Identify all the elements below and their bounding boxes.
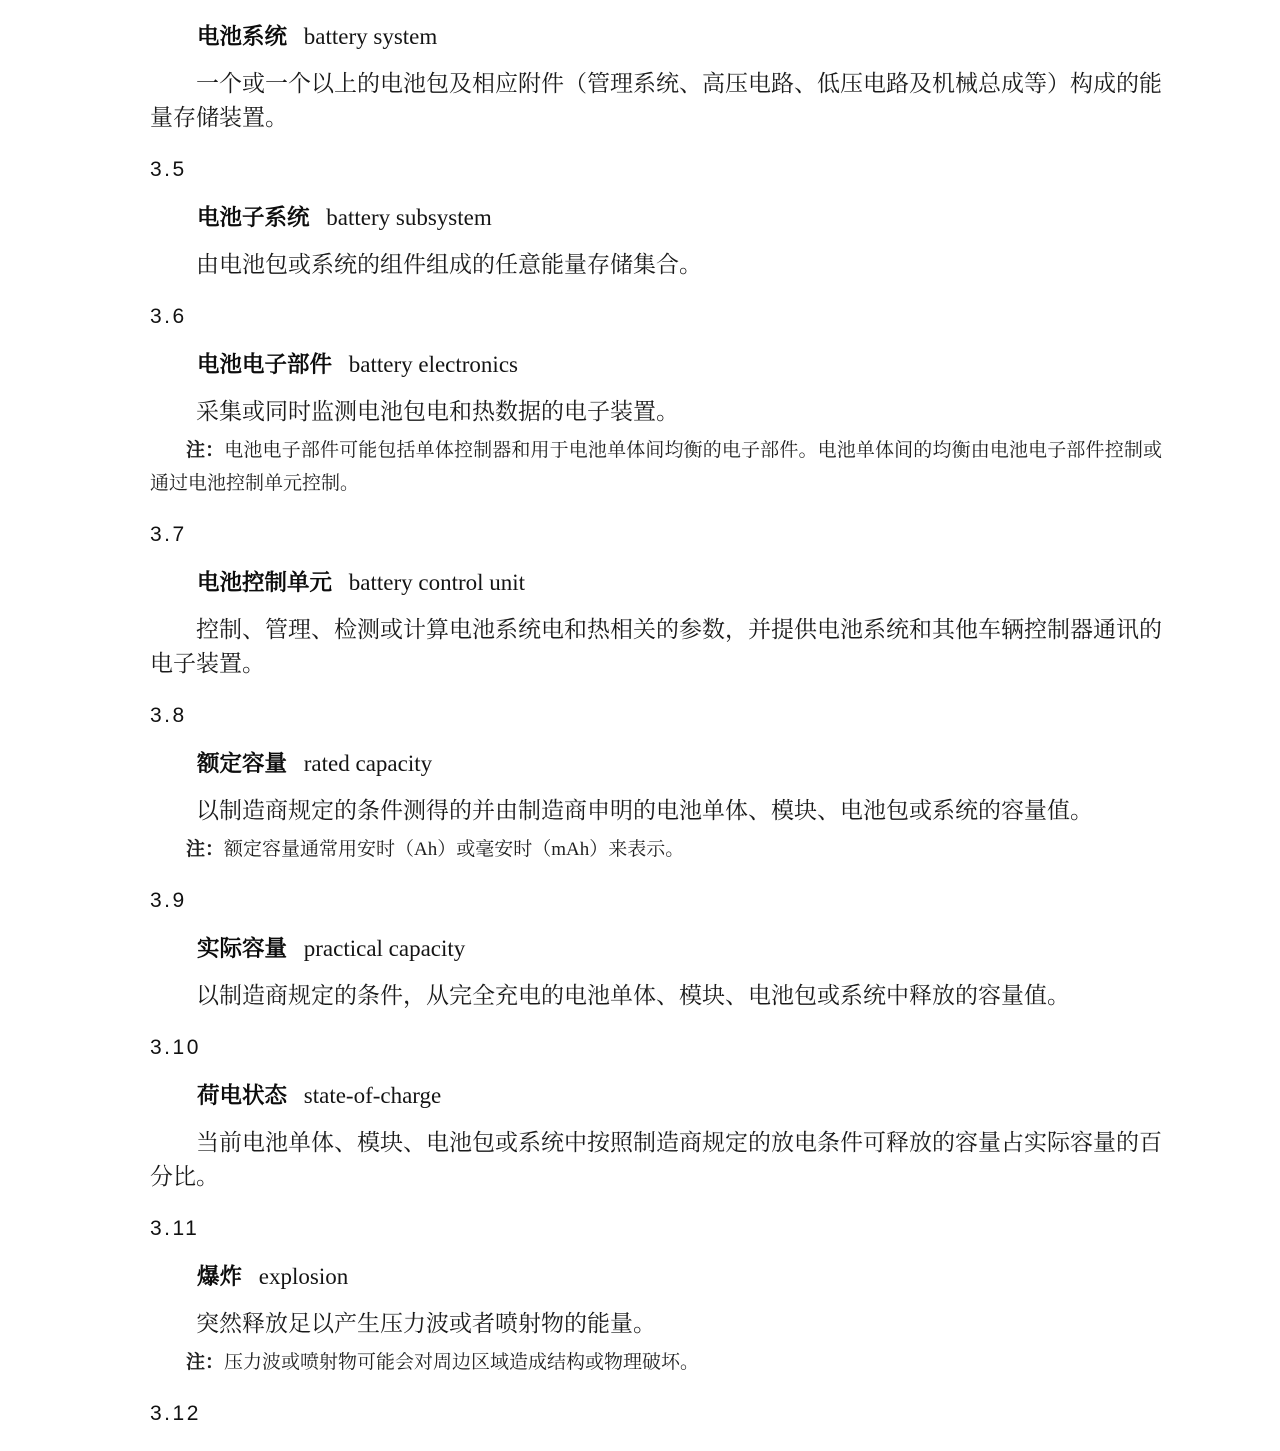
term-heading [197, 20, 1162, 54]
note-body: 电池电子部件可能包括单体控制器和用于电池单体间均衡的电子部件。电池单体间的均衡由电池电子部件控制或通过电池控制单元控制。 [150, 440, 1162, 494]
definition-text: 一个或一个以上的电池包及相应附件（管理系统、高压电路、低压电路及机械总成等）构成的能量存储装置。 [150, 71, 1162, 130]
term-section-battery-subsystem [150, 153, 1162, 282]
note-label: 注： [186, 838, 225, 860]
note-body: 额定容量通常用安时（Ah）或毫安时（mAh）来表示。 [224, 839, 685, 860]
note-label: 注： [186, 439, 225, 461]
term-heading [197, 201, 1162, 235]
term-en: battery system [303, 24, 438, 49]
note-label: 注： [186, 1351, 225, 1373]
term-zh: 电池电子部件 [197, 352, 333, 378]
term-heading [197, 348, 1162, 382]
definition-text: 采集或同时监测电池包电和热数据的电子装置。 [196, 399, 679, 424]
clause-number: 3.6 [150, 305, 187, 328]
term-zh: 荷电状态 [197, 1083, 288, 1109]
term-heading [197, 566, 1162, 600]
term-heading [197, 1079, 1162, 1113]
clause-number: 3.9 [150, 889, 187, 912]
term-heading [197, 1260, 1162, 1294]
definition-text: 控制、管理、检测或计算电池系统电和热相关的参数，并提供电池系统和其他车辆控制器通讯的电子装置。 [150, 617, 1162, 676]
term-en: battery control unit [348, 570, 526, 595]
term-section-battery-system [150, 20, 1162, 135]
clause-number: 3.11 [150, 1217, 200, 1240]
definition-text: 突然释放足以产生压力波或者喷射物的能量。 [196, 1311, 656, 1336]
note-body: 压力波或喷射物可能会对周边区域造成结构或物理破坏。 [224, 1352, 700, 1373]
clause-number: 3.8 [150, 704, 187, 727]
term-heading [197, 747, 1162, 781]
term-section-state-of-charge [150, 1031, 1162, 1194]
term-en: rated capacity [303, 751, 433, 776]
term-zh: 额定容量 [197, 751, 288, 777]
definition-text: 由电池包或系统的组件组成的任意能量存储集合。 [196, 252, 702, 277]
clause-number: 3.7 [150, 523, 187, 546]
clause-number: 3.12 [150, 1402, 201, 1425]
term-section-next [150, 1397, 1162, 1431]
term-zh: 电池子系统 [197, 205, 310, 231]
term-section-battery-electronics [150, 300, 1162, 500]
note-text [150, 434, 1162, 500]
term-en: battery subsystem [326, 205, 492, 230]
definition-text: 当前电池单体、模块、电池包或系统中按照制造商规定的放电条件可释放的容量占实际容量的百分比。 [150, 1130, 1162, 1189]
definition-text: 以制造商规定的条件测得的并由制造商申明的电池单体、模块、电池包或系统的容量值。 [196, 798, 1093, 823]
term-zh: 实际容量 [197, 936, 288, 962]
term-zh: 爆炸 [197, 1264, 243, 1290]
term-heading [197, 932, 1162, 966]
term-en: practical capacity [303, 936, 466, 961]
term-section-battery-control-unit [150, 518, 1162, 681]
term-section-rated-capacity [150, 699, 1162, 866]
clause-number: 3.5 [150, 158, 187, 181]
clause-number: 3.10 [150, 1036, 201, 1059]
term-zh: 电池控制单元 [197, 570, 333, 596]
term-zh: 电池系统 [197, 24, 288, 50]
definition-text: 以制造商规定的条件，从完全充电的电池单体、模块、电池包或系统中释放的容量值。 [196, 983, 1070, 1008]
term-en: battery electronics [348, 352, 518, 377]
note-text [150, 1346, 1162, 1379]
term-en: explosion [258, 1264, 349, 1289]
note-text [150, 833, 1162, 866]
term-section-explosion [150, 1212, 1162, 1379]
term-en: state-of-charge [303, 1083, 442, 1108]
term-section-practical-capacity [150, 884, 1162, 1013]
